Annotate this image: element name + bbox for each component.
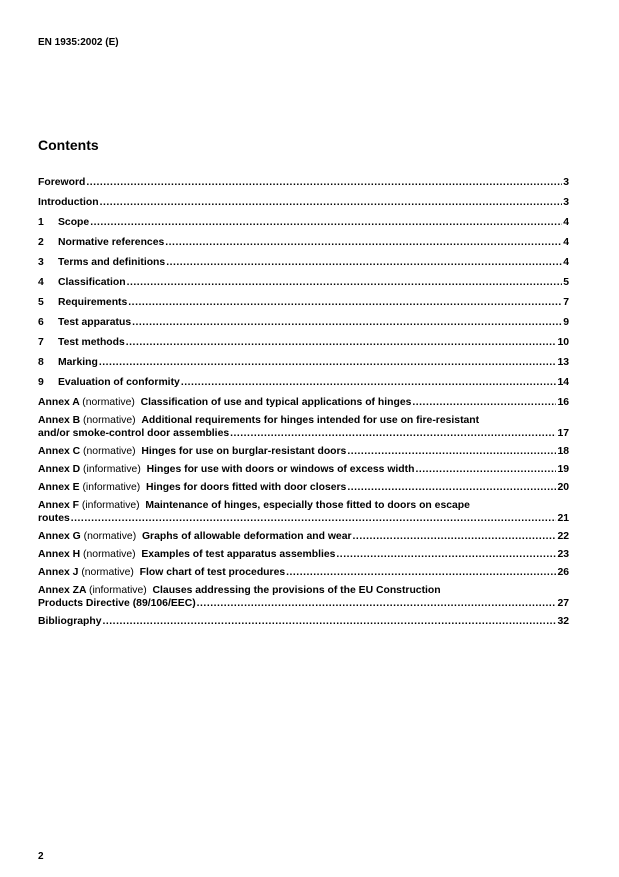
- toc-entry-title: Evaluation of conformity: [58, 377, 180, 388]
- toc-annex-status: (informative): [82, 482, 141, 493]
- toc-page-number: 4: [563, 257, 569, 268]
- toc-entry-number: 4: [38, 277, 44, 288]
- toc-page-number: 4: [563, 217, 569, 228]
- toc-entry-title: Examples of test apparatus assemblies: [141, 549, 336, 560]
- toc-dot-leader: [336, 548, 556, 561]
- toc-entry-title: Test methods: [58, 337, 125, 348]
- toc-entry[interactable]: [38, 615, 569, 628]
- toc-entry[interactable]: [38, 584, 569, 610]
- toc-dot-leader: [415, 463, 556, 476]
- toc-entry-number: 3: [38, 257, 44, 268]
- toc-entry-title: Normative references: [58, 237, 165, 248]
- toc-page-number: 16: [557, 397, 569, 408]
- toc-dot-leader: [99, 356, 557, 369]
- toc-dot-leader: [347, 445, 556, 458]
- toc-entry-title-continued: and/or smoke-control door assemblies: [38, 428, 230, 439]
- toc-entry-title: Clauses addressing the provisions of the EU Construction: [152, 585, 441, 596]
- toc-entry-title-continued: routes: [38, 513, 70, 524]
- toc-page-number: 4: [563, 237, 569, 248]
- toc-annex-label: Annex D: [38, 464, 81, 475]
- document-header: EN 1935:2002 (E): [38, 37, 119, 48]
- toc-annex-label: Annex J: [38, 567, 79, 578]
- toc-entry[interactable]: [38, 176, 569, 189]
- toc-page-number: 19: [557, 464, 569, 475]
- toc-entry[interactable]: [38, 566, 569, 579]
- toc-entry-title: Introduction: [38, 197, 99, 208]
- toc-dot-leader: [166, 256, 562, 269]
- toc-page-number: 5: [563, 277, 569, 288]
- toc-entry-number: 9: [38, 377, 44, 388]
- toc-annex-label: Annex B: [38, 415, 81, 426]
- toc-page-number: 18: [557, 446, 569, 457]
- toc-dot-leader: [71, 512, 557, 525]
- toc-entry-title: Graphs of allowable deformation and wear: [141, 531, 352, 542]
- toc-annex-label: Annex C: [38, 446, 81, 457]
- toc-entry-title: Scope: [58, 217, 90, 228]
- toc-page-number: 21: [557, 513, 569, 524]
- toc-dot-leader: [197, 597, 557, 610]
- toc-entry-title: Classification: [58, 277, 126, 288]
- toc-dot-leader: [286, 566, 556, 579]
- toc-page-number: 27: [557, 598, 569, 609]
- toc-page-number: 26: [557, 567, 569, 578]
- toc-dot-leader: [128, 296, 562, 309]
- toc-dot-leader: [181, 376, 557, 389]
- toc-page-number: 7: [563, 297, 569, 308]
- toc-page-number: 3: [563, 177, 569, 188]
- toc-page-number: 9: [563, 317, 569, 328]
- toc-dot-leader: [165, 236, 562, 249]
- toc-entry[interactable]: [38, 356, 569, 369]
- toc-entry-title: Hinges for use on burglar-resistant doors: [141, 446, 347, 457]
- toc-entry[interactable]: [38, 445, 569, 458]
- toc-entry-number: 8: [38, 357, 44, 368]
- toc-page-number: 20: [557, 482, 569, 493]
- toc-entry-title: Test apparatus: [58, 317, 132, 328]
- toc-entry[interactable]: [38, 481, 569, 494]
- toc-entry-title: Requirements: [58, 297, 128, 308]
- toc-entry-number: 2: [38, 237, 44, 248]
- toc-page-number: 10: [557, 337, 569, 348]
- toc-annex-label: Annex G: [38, 531, 81, 542]
- toc-annex-label: Annex F: [38, 500, 79, 511]
- toc-annex-label: Annex A: [38, 397, 80, 408]
- toc-page-number: 3: [563, 197, 569, 208]
- toc-entry[interactable]: [38, 256, 569, 269]
- toc-entry-title: Maintenance of hinges, especially those fitted to doors on escape: [145, 500, 470, 511]
- toc-entry-title: Additional requirements for hinges intended for use on fire-resistant: [141, 415, 480, 426]
- toc-dot-leader: [86, 176, 562, 189]
- toc-page-number: 32: [557, 616, 569, 627]
- toc-entry[interactable]: [38, 236, 569, 249]
- toc-dot-leader: [230, 427, 556, 440]
- toc-entry-title: Classification of use and typical applications of hinges: [140, 397, 412, 408]
- toc-entry-number: 5: [38, 297, 44, 308]
- toc-entry[interactable]: [38, 216, 569, 229]
- toc-dot-leader: [103, 615, 557, 628]
- toc-entry-title: Hinges for doors fitted with door closers: [146, 482, 347, 493]
- table-of-contents: [38, 176, 569, 628]
- toc-dot-leader: [412, 396, 556, 409]
- toc-entry[interactable]: [38, 196, 569, 209]
- toc-entry-title: Hinges for use with doors or windows of excess width: [146, 464, 415, 475]
- toc-page-number: 14: [557, 377, 569, 388]
- toc-dot-leader: [127, 276, 563, 289]
- toc-entry-title: Foreword: [38, 177, 86, 188]
- toc-entry[interactable]: [38, 530, 569, 543]
- toc-annex-status: (normative): [82, 397, 135, 408]
- toc-annex-label: Annex H: [38, 549, 81, 560]
- toc-entry-title: Terms and definitions: [58, 257, 166, 268]
- toc-entry[interactable]: [38, 499, 569, 525]
- toc-annex-label: Annex ZA: [38, 585, 87, 596]
- toc-entry-number: 7: [38, 337, 44, 348]
- toc-entry-number: 1: [38, 217, 44, 228]
- toc-dot-leader: [132, 316, 562, 329]
- toc-entry-title: Flow chart of test procedures: [139, 567, 286, 578]
- toc-page-number: 17: [557, 428, 569, 439]
- toc-annex-status: (normative): [83, 446, 136, 457]
- toc-annex-status: (normative): [83, 415, 136, 426]
- toc-annex-status: (normative): [83, 531, 137, 542]
- toc-dot-leader: [353, 530, 557, 543]
- toc-entry[interactable]: [38, 316, 569, 329]
- toc-annex-status: (informative): [81, 500, 140, 511]
- toc-entry-title-continued: Products Directive (89/106/EEC): [38, 598, 196, 609]
- toc-entry-number: 6: [38, 317, 44, 328]
- toc-page-number: 22: [557, 531, 569, 542]
- toc-entry[interactable]: [38, 296, 569, 309]
- toc-page-number: 13: [557, 357, 569, 368]
- toc-entry[interactable]: [38, 414, 569, 440]
- page-number: 2: [38, 851, 44, 862]
- toc-entry[interactable]: [38, 336, 569, 349]
- toc-page-number: 23: [557, 549, 569, 560]
- toc-annex-status: (informative): [89, 585, 147, 596]
- toc-annex-label: Annex E: [38, 482, 80, 493]
- toc-entry-title: Marking: [58, 357, 98, 368]
- toc-dot-leader: [100, 196, 563, 209]
- toc-annex-status: (normative): [81, 567, 134, 578]
- toc-annex-status: (informative): [83, 464, 141, 475]
- toc-entry-title: Bibliography: [38, 616, 102, 627]
- toc-dot-leader: [126, 336, 557, 349]
- toc-annex-status: (normative): [83, 549, 136, 560]
- toc-dot-leader: [90, 216, 562, 229]
- toc-entry[interactable]: [38, 548, 569, 561]
- toc-entry[interactable]: [38, 463, 569, 476]
- toc-entry[interactable]: [38, 396, 569, 409]
- toc-entry[interactable]: [38, 276, 569, 289]
- page-title: Contents: [38, 137, 99, 153]
- toc-dot-leader: [347, 481, 556, 494]
- toc-entry[interactable]: [38, 376, 569, 389]
